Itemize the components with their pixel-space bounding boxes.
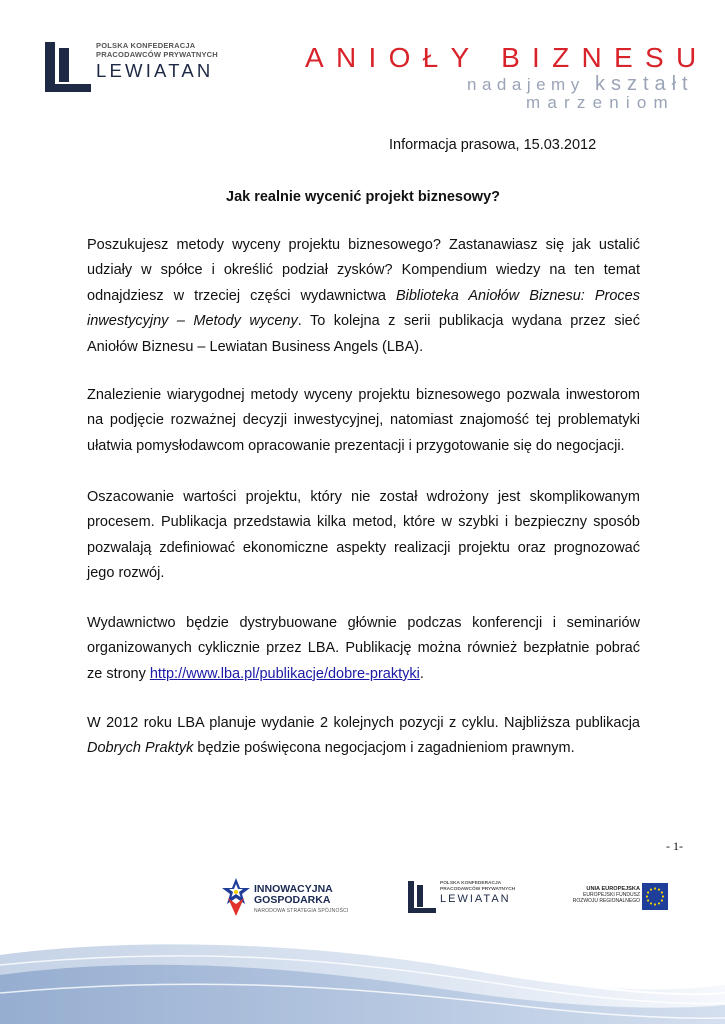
lewiatan-name: LEWIATAN (96, 60, 214, 81)
paragraph-1-text-b: . To kolejna z serii publikacja wydana przez sieć Aniołów Biznesu – Lewiatan Business Angels (LBA). (87, 313, 640, 355)
ig-line2: GOSPODARKA (254, 894, 331, 906)
paragraph-1-text-a: Poszukujesz metody wyceny projektu biznesowego? Zastanawiasz się jak ustalić udziały w spółce i określić podział zysków? Kompendium wiedzy na ten temat odnajdziesz w trzeciej części wydawnictwa (87, 237, 640, 304)
brand-tagline-line2: marzeniom (526, 93, 675, 112)
eu-star (661, 891, 663, 893)
innowacyjna-gospodarka-logo-icon (222, 876, 250, 916)
footer-lewiatan-name: LEWIATAN (440, 893, 511, 905)
paragraph-5 (87, 711, 640, 762)
paragraph-5-text-a: W 2012 roku LBA planuje wydanie 2 kolejnych pozycji z cyklu. Najbliższa publikacja (87, 715, 640, 731)
eu-star (662, 895, 664, 897)
footer-lewiatan-confederation-label (440, 881, 515, 893)
eu-star (646, 895, 648, 897)
paragraph-4-text-a: Wydawnictwo będzie dystrybuowane głównie podczas konferencji i seminariów organizowanych cyklicznie przez LBA. Publikację można również bezpłatnie pobrać ze strony (87, 615, 640, 682)
eu-star (661, 899, 663, 901)
dobre-praktyki-title: Dobrych Praktyk (87, 740, 194, 757)
eu-fund-label (558, 886, 640, 904)
footer-lewiatan-logo-icon (407, 881, 437, 913)
ue-line2: EUROPEJSKI FUNDUSZ (583, 892, 640, 898)
footer-lewiatan-small-line2: PRACODAWCÓW PRYWATNYCH (440, 887, 516, 892)
decorative-waves (0, 915, 725, 1024)
paragraph-4-text-b: . (419, 665, 424, 682)
paragraph-1 (87, 233, 640, 360)
document-title: Jak realnie wycenić projekt biznesowy? (226, 189, 500, 205)
ig-subtitle: NARODOWA STRATEGIA SPÓJNOŚCI (254, 908, 349, 914)
eu-star (658, 902, 660, 904)
eu-star (654, 903, 656, 905)
tagline-part2: kształt (594, 73, 694, 95)
page-number: - 1- (666, 839, 683, 853)
eu-star (650, 902, 652, 904)
lewiatan-logo-icon (43, 42, 93, 92)
eu-star (654, 887, 656, 889)
eu-star (658, 888, 660, 890)
paragraph-5-text-b: będzie poświęcona negocjacjom i zagadnieniom prawnym. (193, 740, 575, 757)
lewiatan-small-line2: PRACODAWCÓW PRYWATNYCH (96, 50, 218, 59)
ig-line1: INNOWACYJNA (254, 883, 333, 895)
paragraph-4 (87, 611, 640, 687)
innowacyjna-gospodarka-label (254, 884, 333, 906)
eu-star (650, 888, 652, 890)
ue-line1: UNIA EUROPEJSKA (586, 886, 640, 892)
tagline-part1: nadajemy (467, 75, 595, 94)
footer-lewiatan-small-line1: POLSKA KONFEDERACJA (440, 881, 502, 886)
paragraph-2: Znalezienie wiarygodnej metody wyceny projektu biznesowego pozwala inwestorom na podjęcie rozważnej decyzji inwestycyjnej, natomiast znajomość tej problematyki ułatwia pomysłodawcom opracowanie prezentacji i przygotowanie się do negocjacji. (87, 387, 640, 454)
press-release-date: Informacja prasowa, 15.03.2012 (389, 137, 597, 153)
paragraph-3: Oszacowanie wartości projektu, który nie został wdrożony jest skomplikowanym procesem. Publikacja przedstawia kilka metod, które w szybki i bezpieczny sposób pozwalają zdefiniować ekonomiczne aspekty realizacji projektu oraz prognozować jego rozwój. (87, 489, 640, 582)
eu-star (647, 891, 649, 893)
eu-star (647, 899, 649, 901)
publication-title: Biblioteka Aniołów Biznesu: Proces inwestycyjny – Metody wyceny (87, 287, 640, 330)
eu-flag-icon (642, 883, 668, 910)
lewiatan-confederation-label (96, 41, 218, 59)
brand-title: ANIOŁY BIZNESU (305, 42, 709, 73)
ue-line3: ROZWOJU REGIONALNEGO (572, 898, 640, 904)
download-link[interactable]: http://www.lba.pl/publikacje/dobre-praktyki (149, 665, 420, 682)
lewiatan-small-line1: POLSKA KONFEDERACJA (96, 41, 196, 50)
